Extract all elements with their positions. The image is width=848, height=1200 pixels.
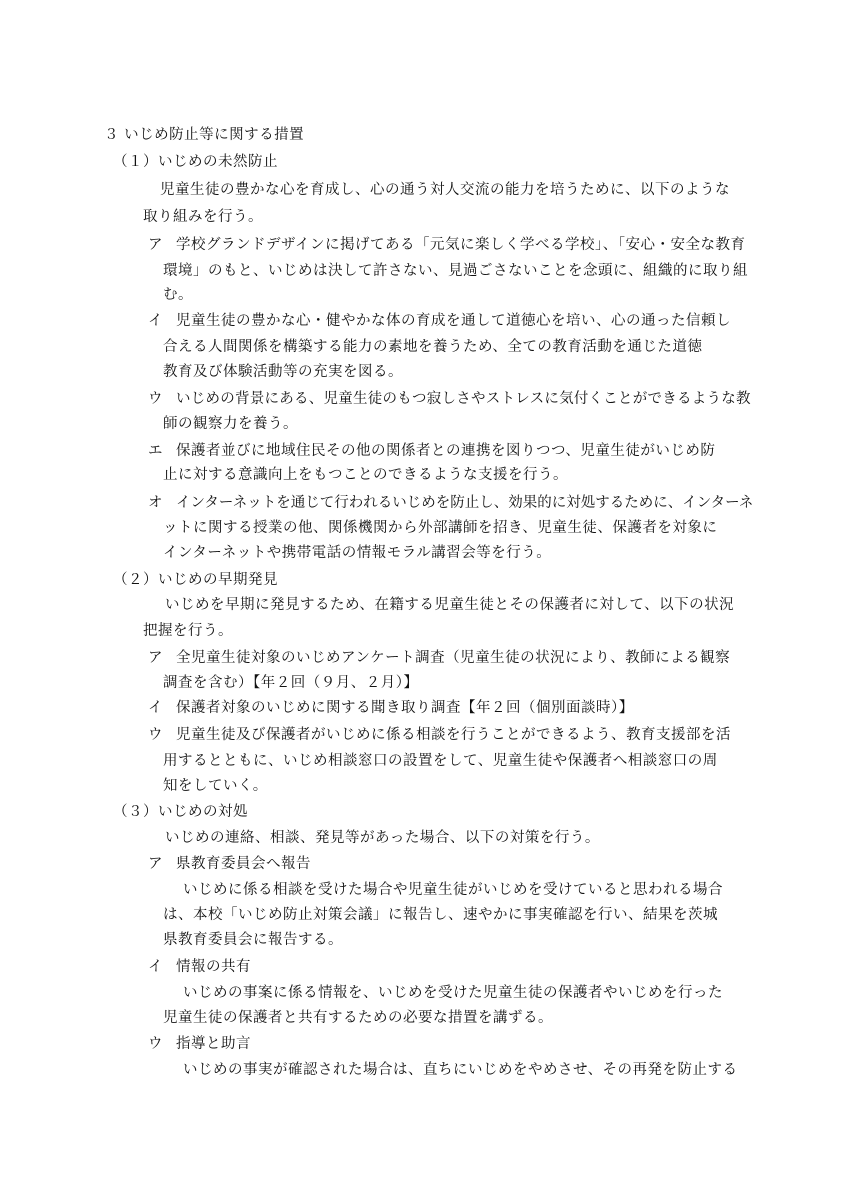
list-item-marker: オ <box>148 495 163 511</box>
list-item-line: 学校グランドデザインに掲げてある「元気に楽しく学べる学校」、「安心・安全な教育 <box>176 237 746 253</box>
list-item-line: 保護者対象のいじめに関する聞き取り調査【年２回（個別面談時）】 <box>176 700 634 716</box>
list-item-line: 止に対する意識向上をもつことのできるような支援を行う。 <box>163 467 568 483</box>
list-item-line: む。 <box>163 287 193 303</box>
list-item-line: インターネットや携帯電話の情報モラル講習会等を行う。 <box>163 545 552 561</box>
paragraph-line: いじめを早期に発見するため、在籍する児童生徒とその保護者に対して、以下の状況 <box>165 597 735 613</box>
list-item-line: 調査を含む）【年２回（９月、２月）】 <box>163 675 419 691</box>
list-item-line: いじめの背景にある、児童生徒のもつ寂しさやストレスに気付くことができるような教 <box>176 391 751 407</box>
section-heading: ３ いじめ防止等に関する措置 <box>104 127 305 143</box>
list-item-line: 児童生徒及び保護者がいじめに係る相談を行うことができるよう、教育支援部を活 <box>176 727 731 743</box>
paragraph-line: いじめの連絡、相談、発見等があった場合、以下の対策を行う。 <box>165 830 600 846</box>
list-item-line: 知をしていく。 <box>163 778 268 794</box>
list-item-line: ットに関する授業の他、関係機関から外部講師を招き、児童生徒、保護者を対象に <box>163 520 718 536</box>
list-item-line: いじめに係る相談を受けた場合や児童生徒がいじめを受けていると思われる場合 <box>183 882 723 898</box>
list-item-line: 合える人間関係を構築する能力の素地を養うため、全ての教育活動を通じた道徳 <box>163 339 703 355</box>
list-item-line: 保護者並びに地域住民その他の関係者との連携を図りつつ、児童生徒がいじめ防 <box>176 443 716 459</box>
list-item-title: 県教育委員会へ報告 <box>176 856 311 872</box>
paragraph-line: 把握を行う。 <box>143 623 233 639</box>
list-item-line: 師の観察力を養う。 <box>163 416 298 432</box>
list-item-marker: ウ <box>148 391 163 407</box>
paragraph-line: 取り組みを行う。 <box>143 209 263 225</box>
list-item-line: 児童生徒の保護者と共有するための必要な措置を講ずる。 <box>163 1010 553 1026</box>
list-item-line: いじめの事案に係る情報を、いじめを受けた児童生徒の保護者やいじめを行った <box>183 985 723 1001</box>
list-item-marker: ウ <box>148 1036 163 1052</box>
list-item-line: インターネットを通じて行われるいじめを防止し、効果的に対処するために、インターネ <box>176 495 754 511</box>
paragraph-line: 児童生徒の豊かな心を育成し、心の通う対人交流の能力を培うために、以下のような <box>160 182 730 198</box>
list-item-line: は、本校「いじめ防止対策会議」に報告し、速やかに事実確認を行い、結果を茨城 <box>163 907 718 923</box>
list-item-marker: ア <box>148 856 163 872</box>
list-item-line: 全児童生徒対象のいじめアンケート調査（児童生徒の状況により、教師による観察 <box>176 650 731 666</box>
list-item-marker: ウ <box>148 727 163 743</box>
list-item-line: 県教育委員会に報告する。 <box>163 932 343 948</box>
list-item-marker: エ <box>148 443 163 459</box>
list-item-marker: イ <box>148 700 163 716</box>
list-item-marker: ア <box>148 650 163 666</box>
list-item-marker: イ <box>148 959 163 975</box>
list-item-title: 指導と助言 <box>176 1036 251 1052</box>
list-item-marker: ア <box>148 237 163 253</box>
subsection-title-prevention: （１）いじめの未然防止 <box>113 154 278 170</box>
subsection-title-early-detection: （２）いじめの早期発見 <box>113 572 278 588</box>
list-item-line: 環境」のもと、いじめは決して許さない、見過ごさないことを念頭に、組織的に取り組 <box>163 263 748 279</box>
list-item-line: いじめの事実が確認された場合は、直ちにいじめをやめさせ、その再発を防止する <box>183 1062 738 1078</box>
list-item-marker: イ <box>148 313 163 329</box>
list-item-line: 教育及び体験活動等の充実を図る。 <box>163 364 403 380</box>
list-item-line: 児童生徒の豊かな心・健やかな体の育成を通して道徳心を培い、心の通った信頼し <box>176 313 731 329</box>
subsection-title-response: （３）いじめの対処 <box>113 804 248 820</box>
list-item-line: 用するとともに、いじめ相談窓口の設置をして、児童生徒や保護者へ相談窓口の周 <box>163 753 718 769</box>
list-item-title: 情報の共有 <box>176 959 251 975</box>
